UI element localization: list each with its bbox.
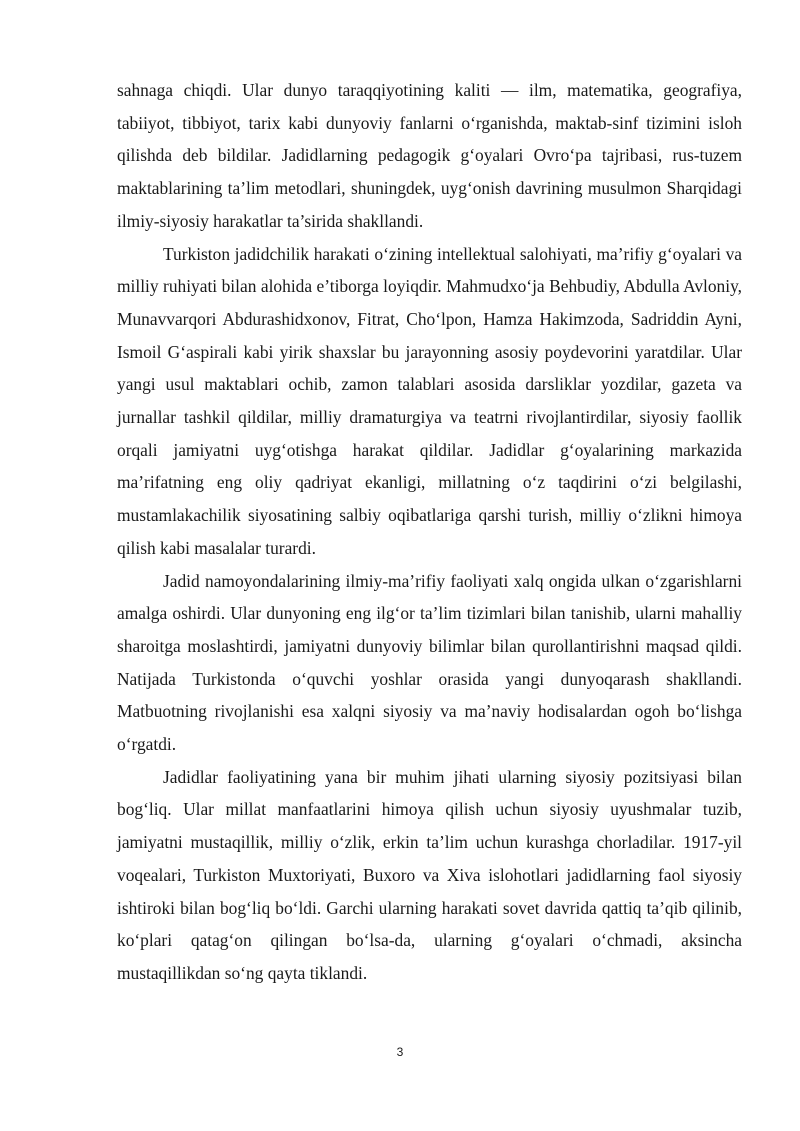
paragraph-siyosiy-pozitsiya: Jadidlar faoliyatining yana bir muhim jihati ularning siyosiy pozitsiyasi bilan bog‘liq. Ular millat manfaatlarini himoya qilish uchun siyosiy uyushmalar tuzib, jamiyatni mustaqillik, milliy o‘zlik, erkin ta’lim uchun kurashga chorladilar. 1917-yil voqealari, Turkiston Muxtoriyati, Buxoro va Xiva islohotlari jadidlarning faol siyosiy ishtiroki bilan bog‘liq bo‘ldi. Garchi ularning harakati sovet davrida qattiq ta’qib qilinib, ko‘plari qatag‘on qilingan bo‘lsa-da, ularning g‘oyalari o‘chmadi, aksincha mustaqillikdan so‘ng qayta tiklandi. (117, 766, 742, 983)
page-number: 3 (396, 1045, 404, 1059)
paragraph-continuation: sahnaga chiqdi. Ular dunyo taraqqiyotining kaliti — ilm, matematika, geografiya, tabiiyot, tibbiyot, tarix kabi dunyoviy fanlarni o‘rganishda, maktab-sinf tizimini isloh qilishda deb bildilar. Jadidlarning pedagogik g‘oyalari Ovro‘pa tajribasi, rus-tuzem maktablarining ta’lim metodlari, shuningdek, uyg‘onish davrining musulmon Sharqidagi ilmiy-siyosiy harakatlar ta’sirida shakllandi. (117, 80, 742, 231)
body-text (117, 74, 742, 990)
paragraph-jadid-namoyondalari: Jadid namoyondalarining ilmiy-ma’rifiy faoliyati xalq ongida ulkan o‘zgarishlarni amalga oshirdi. Ular dunyoning eng ilg‘or ta’lim tizimlari bilan tanishib, ularni mahalliy sharoitga moslashtirdi, jamiyatni dunyoviy bilimlar bilan qurollantirishni maqsad qildi. Natijada Turkistonda o‘quvchi yoshlar orasida yangi dunyoqarash shakllandi. Matbuotning rivojlanishi esa xalqni siyosiy va ma’naviy hodisalardan ogoh bo‘lishga o‘rgatdi. (117, 570, 742, 755)
paragraph-turkiston-jadidchilik: Turkiston jadidchilik harakati o‘zining intellektual salohiyati, ma’rifiy g‘oyalari va milliy ruhiyati bilan alohida e’tiborga loyiqdir. Mahmudxo‘ja Behbudiy, Abdulla Avloniy, Munavvarqori Abdurashidxonov, Fitrat, Cho‘lpon, Hamza Hakimzoda, Sadriddin Ayni, Ismoil G‘aspirali kabi yirik shaxslar bu jarayonning asosiy poydevorini yaratdilar. Ular yangi usul maktablari ochib, zamon talablari asosida darsliklar yozdilar, gazeta va jurnallar tashkil qildilar, milliy dramaturgiya va teatrni rivojlantirdilar, siyosiy faollik orqali jamiyatni uyg‘otishga harakat qildilar. Jadidlar g‘oyalarining markazida ma’rifatning eng oliy qadriyat ekanligi, millatning o‘z taqdirini o‘zi belgilashi, mustamlakachilik siyosatining salbiy oqibatlariga qarshi turish, milliy o‘zlikni himoya qilish kabi masalalar turardi. (117, 243, 742, 558)
